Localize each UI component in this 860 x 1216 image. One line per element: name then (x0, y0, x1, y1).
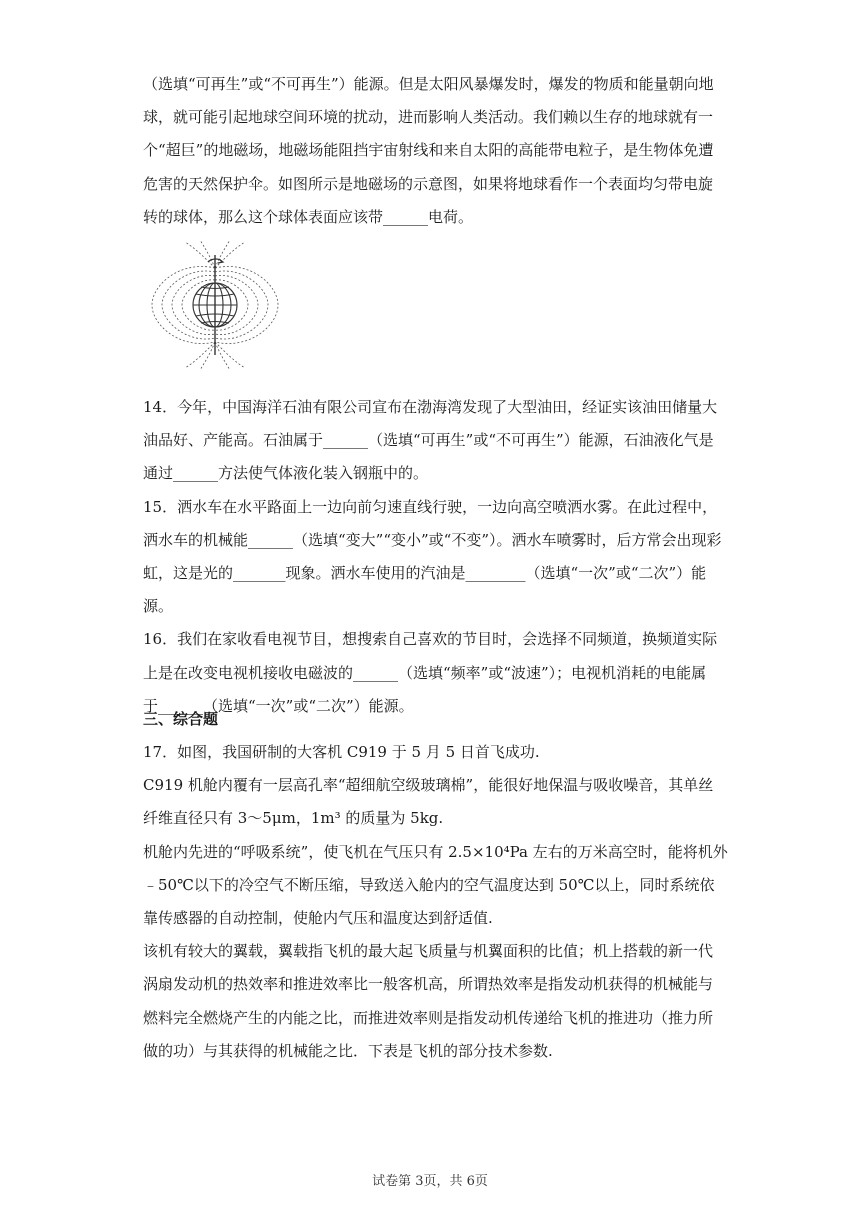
question-17 (143, 736, 728, 1068)
earth-magnetic-field-diagram (150, 240, 280, 370)
text-line: 机舱内先进的“呼吸系统”，使飞机在气压只有 2.5×10⁴Pa 左右的万米高空时，能将机外 (143, 842, 728, 861)
text-line: 做的功）与其获得的机械能之比．下表是飞机的部分技术参数. (143, 1041, 553, 1060)
text-line: 上是在改变电视机接收电磁波的______（选填“频率”或“波速”）；电视机消耗的电能属 (143, 663, 707, 682)
text-line: 洒水车的机械能______（选填“变大”“变小”或“不变”）。洒水车喷雾时，后方常会出现彩 (143, 530, 722, 549)
text-line: 虹，这是光的_______现象。洒水车使用的汽油是________（选填“一次”或“二次”）能 (143, 563, 707, 582)
questions-14-to-16 (143, 391, 723, 723)
text-line: 于______（选填“一次”或“二次”）能源。 (143, 696, 414, 715)
text-line: 油品好、产能高。石油属于______（选填“可再生”或“不可再生”）能源，石油液化气是 (143, 431, 714, 450)
text-line: 危害的天然保护伞。如图所示是地磁场的示意图，如果将地球看作一个表面均匀带电旋 (143, 174, 714, 193)
geomagnetic-field-icon (150, 240, 280, 370)
text-line: ﹣50℃以下的冷空气不断压缩，导致送入舱内的空气温度达到 50℃以上，同时系统依 (143, 875, 715, 894)
text-line: 17．如图，我国研制的大客机 C919 于 5 月 5 日首飞成功. (143, 743, 540, 761)
page-footer: 试卷第 3页，共 6页 (372, 1174, 488, 1189)
text-line: C919 机舱内覆有一层高孔率“超细航空级玻璃棉”，能很好地保温与吸收噪音，其单丝 (143, 776, 714, 795)
text-line: 球，就可能引起地球空间环境的扰动，进而影响人类活动。我们赖以生存的地球就有一 (143, 108, 714, 127)
text-line: 涡扇发动机的热效率和推进效率比一般客机高，所谓热效率是指发动机获得的机械能与 (143, 975, 714, 994)
text-line: 该机有较大的翼载，翼载指飞机的最大起飞质量与机翼面积的比值；机上搭载的新一代 (143, 942, 714, 961)
text-line: 转的球体，那么这个球体表面应该带______电荷。 (143, 207, 474, 226)
text-line: 16．我们在家收看电视节目，想搜索自己喜欢的节目时，会选择不同频道，换频道实际 (143, 630, 718, 649)
text-line: （选填“可再生”或“不可再生”）能源。但是太阳风暴爆发时，爆发的物质和能量朝向地 (143, 75, 714, 93)
text-line: 燃料完全燃烧产生的内能之比，而推进效率则是指发动机传递给飞机的推进功（推力所 (143, 1008, 714, 1027)
text-line: 源。 (143, 597, 174, 616)
text-line: 14．今年，中国海洋石油有限公司宣布在渤海湾发现了大型油田，经证实该油田储量大 (143, 398, 718, 416)
text-line: 个“超巨”的地磁场，地磁场能阻挡宇宙射线和来自太阳的高能带电粒子，是生物体免遭 (143, 141, 714, 160)
section-heading (143, 703, 723, 736)
text-line: 通过______方法使气体液化装入钢瓶中的。 (143, 464, 429, 483)
text-line: 15．洒水车在水平路面上一边向前匀速直线行驶，一边向高空喷洒水雾。在此过程中， (143, 497, 718, 516)
question-13-continuation (143, 68, 723, 234)
text-line: 靠传感器的自动控制，使舱内气压和温度达到舒适值. (143, 908, 493, 927)
section-title: 三、综合题 (143, 710, 219, 728)
text-line: 纤维直径只有 3～5μm，1m³ 的质量为 5kg. (143, 809, 444, 828)
